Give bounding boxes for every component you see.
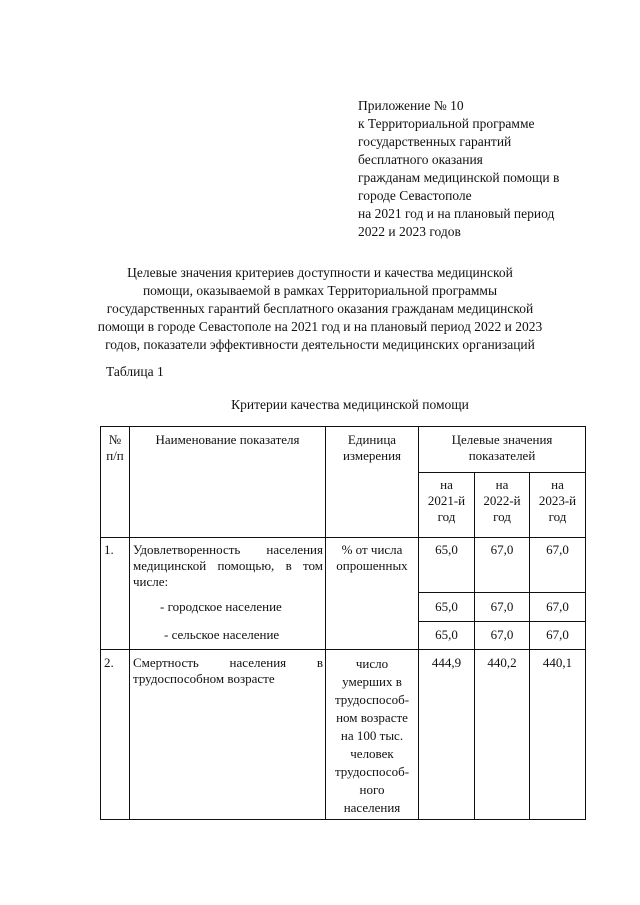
row-name — [133, 655, 323, 687]
header-year-line: на — [495, 477, 509, 492]
header-unit-line: измерения — [342, 448, 402, 463]
row-unit-line: человек — [350, 746, 394, 761]
row-number: 2. — [104, 655, 114, 670]
header-year-line: год — [493, 509, 511, 524]
row-unit-line: % от числа — [341, 542, 403, 557]
row-name: - городское население — [160, 599, 282, 614]
table-border-top — [100, 426, 585, 427]
header-target-line: Целевые значения — [451, 432, 553, 447]
table-border — [529, 472, 530, 820]
table-border — [100, 537, 585, 538]
row-value-2022: 440,2 — [487, 655, 517, 670]
table-caption: Критерии качества медицинской помощи — [231, 397, 469, 412]
row-value-2021: 444,9 — [431, 655, 462, 670]
title-line: годов, показатели эффективности деятельности медицинских организаций — [105, 337, 535, 352]
row-unit — [326, 655, 418, 817]
row-value-2022: 67,0 — [490, 599, 514, 614]
header-year-line: год — [548, 509, 567, 524]
row-value-2022: 67,0 — [490, 542, 514, 557]
header-unit — [326, 432, 418, 464]
appendix-line: государственных гарантий — [358, 134, 512, 149]
row-name-line: медицинской помощью, в том — [133, 558, 323, 573]
table-border — [100, 649, 585, 650]
row-value-2023: 67,0 — [546, 542, 569, 557]
table-border-bottom — [100, 819, 585, 820]
title-line: помощи, оказываемой в рамках Территориальной программы — [142, 283, 498, 298]
header-year-line: на — [440, 477, 453, 492]
header-number-line: № — [108, 432, 122, 447]
row-value-2021: 65,0 — [435, 599, 458, 614]
row-name-line: Удовлетворенность населения — [133, 542, 323, 557]
row-unit-line: на 100 тыс. — [340, 728, 404, 743]
table-border — [418, 592, 585, 593]
appendix-line: 2022 и 2023 годов — [358, 224, 461, 239]
table-border — [100, 426, 101, 820]
row-unit-line: населения — [343, 800, 401, 815]
header-name: Наименование показателя — [155, 432, 300, 447]
row-value-2021: 65,0 — [435, 627, 458, 642]
row-unit-line: умерших в — [342, 674, 402, 689]
header-year-line: 2023-й — [538, 493, 577, 508]
table-border — [418, 472, 585, 473]
row-value-2023: 67,0 — [546, 627, 569, 642]
header-target — [419, 432, 585, 464]
row-unit-line: трудоспособ- — [334, 764, 410, 779]
appendix-line: гражданам медицинской помощи в — [358, 170, 560, 185]
row-name-line: трудоспособном возрасте — [133, 671, 275, 686]
header-year-2021 — [419, 477, 474, 525]
table-border — [418, 621, 585, 622]
row-unit-line: опрошенных — [336, 558, 408, 573]
table-label: Таблица 1 — [106, 364, 164, 379]
header-year-line: 2022-й — [483, 493, 521, 508]
row-unit-line: ного — [359, 782, 385, 797]
appendix-line: к Территориальной программе — [358, 116, 535, 131]
table-border — [474, 472, 475, 820]
header-year-2022 — [475, 477, 529, 525]
appendix-line: городе Севастополе — [358, 188, 472, 203]
appendix-line: бесплатного оказания — [358, 152, 483, 167]
header-unit-line: Единица — [347, 432, 397, 447]
table-border — [585, 426, 586, 820]
header-target-line: показателей — [468, 448, 536, 463]
header-year-line: год — [437, 509, 456, 524]
title-line: помощи в городе Севастополе на 2021 год и на плановый период 2022 и 2023 — [97, 319, 543, 334]
row-value-2021: 65,0 — [435, 542, 458, 557]
table-border — [325, 426, 326, 820]
appendix-line: Приложение № 10 — [358, 98, 464, 113]
table-border — [418, 426, 419, 820]
header-year-2023 — [530, 477, 585, 525]
table-border — [129, 426, 130, 820]
row-name — [133, 542, 323, 590]
row-value-2022: 67,0 — [490, 627, 514, 642]
row-value-2023: 440,1 — [542, 655, 573, 670]
header-number-line: п/п — [106, 448, 124, 463]
header-year-line: 2021-й — [427, 493, 466, 508]
row-number: 1. — [104, 542, 114, 557]
row-value-2023: 67,0 — [546, 599, 569, 614]
row-unit-line: трудоспособ- — [334, 692, 410, 707]
row-unit-line: число — [355, 656, 389, 671]
row-unit-line: ном возрасте — [336, 710, 408, 725]
header-number — [101, 432, 129, 464]
row-name-line: числе: — [133, 574, 169, 589]
row-name: - сельское население — [164, 627, 280, 642]
title-line: Целевые значения критериев доступности и качества медицинской — [127, 265, 513, 280]
row-unit — [326, 542, 418, 574]
appendix-line: на 2021 год и на плановый период — [358, 206, 555, 221]
row-name-line: Смертность населения в — [133, 655, 323, 670]
header-year-line: на — [551, 477, 564, 492]
title-line: государственных гарантий бесплатного оказания гражданам медицинской — [106, 301, 534, 316]
